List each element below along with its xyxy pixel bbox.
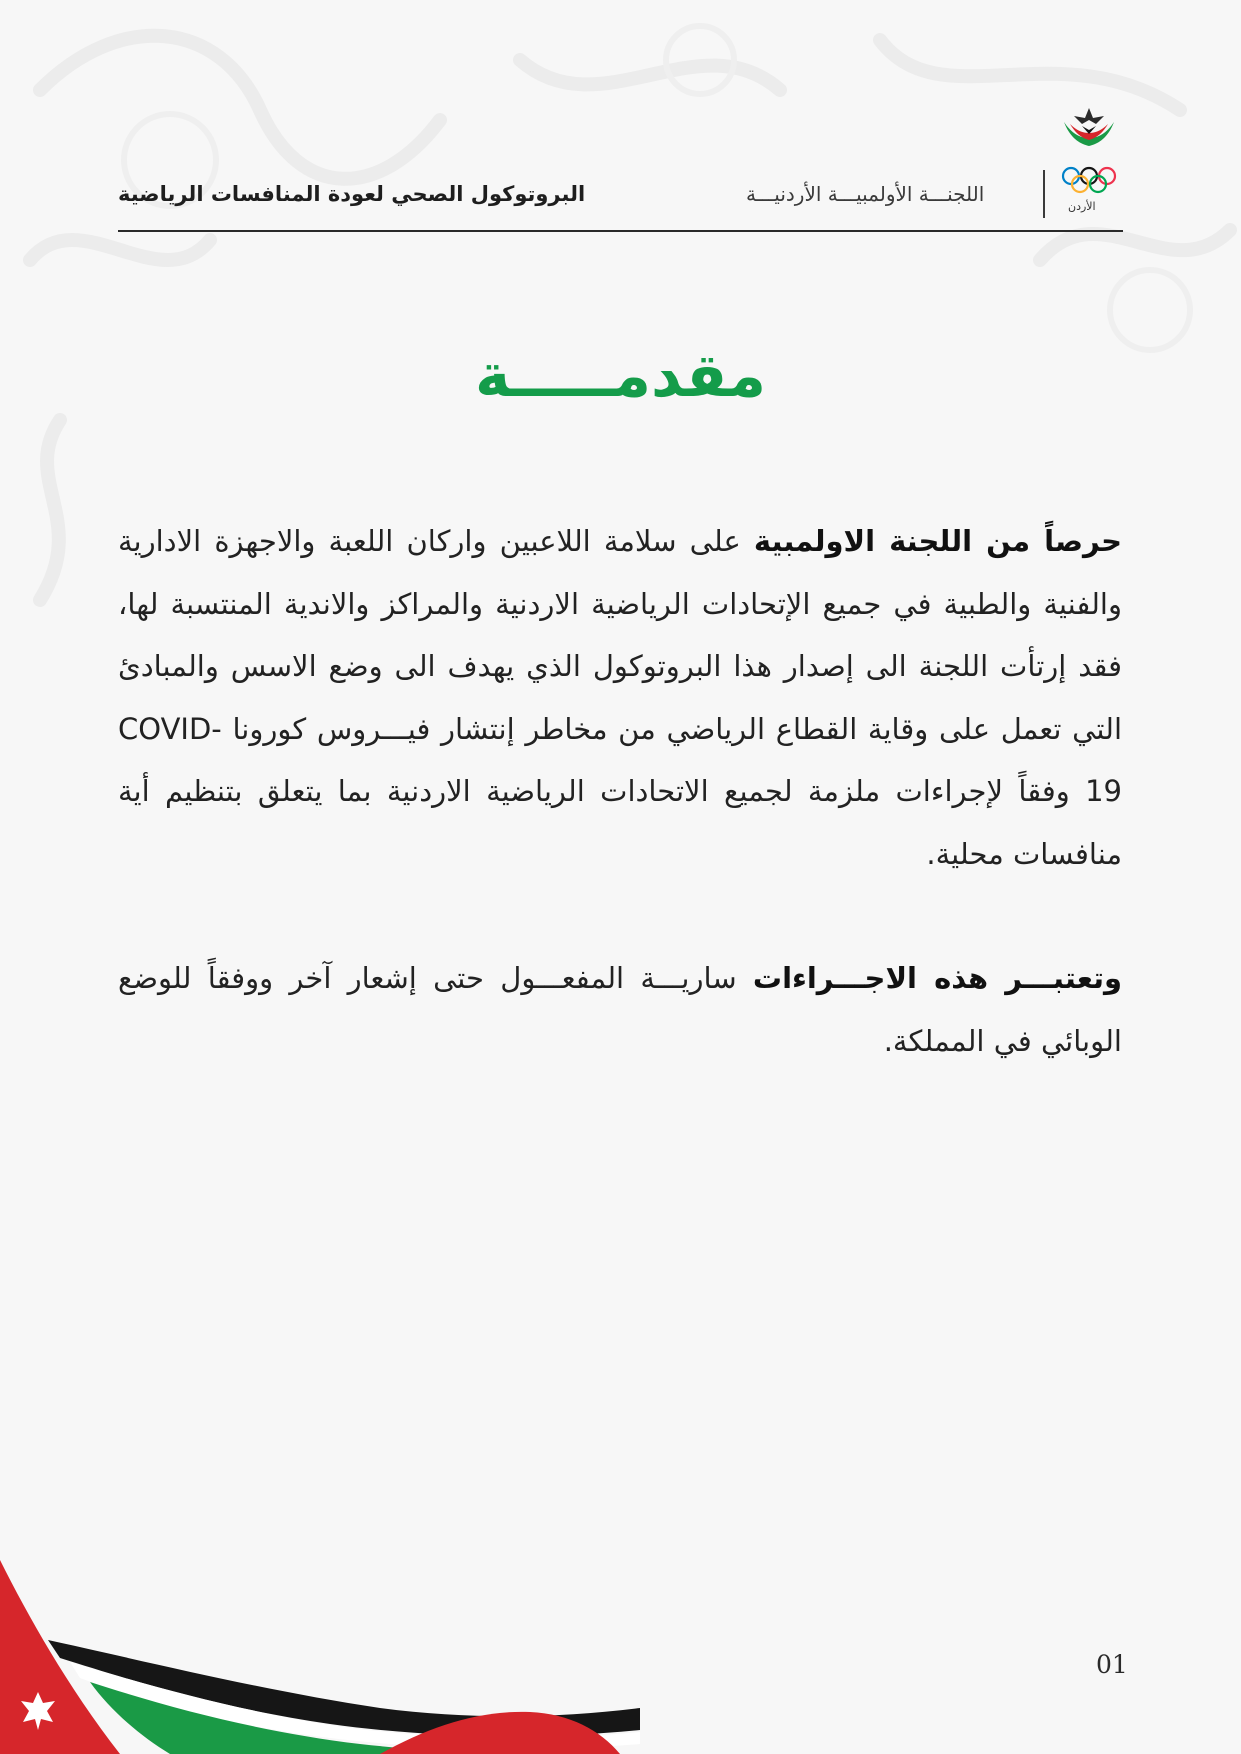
olympic-rings-icon <box>1063 168 1115 192</box>
organization-name: اللجنـــة الأولمبيـــة الأردنيـــة <box>746 182 985 206</box>
document-title: البروتوكول الصحي لعودة المنافسات الرياضية <box>118 182 586 206</box>
page-header <box>118 100 1123 232</box>
validity-paragraph <box>118 947 1122 1072</box>
header-rule <box>118 230 1123 232</box>
validity-bold-lead: وتعتبـــر هذه الاجـــراءات <box>752 961 1123 995</box>
page-title: مقدمـــــة <box>474 341 767 411</box>
header-divider <box>1043 170 1045 218</box>
intro-text-end: وفقاً لإجراءات ملزمة لجميع الاتحادات الرياضية الاردنية بما يتعلق بتنظيم أية منافسات محلية. <box>118 774 1122 871</box>
covid-code: COVID-19 <box>118 711 1122 808</box>
logo-caption: الأردن <box>1068 200 1096 213</box>
intro-text: على سلامة اللاعبين واركان اللعبة والاجهزة الادارية والفنية والطبية في جميع الإتحادات الرياضية الاردنية والمراكز والاندية المنتسبة لها، فقد إرتأت اللجنة الى إصدار هذا البروتوكول الذي يهدف الى وضع الاسس والمبادئ التي تعمل على وقاية القطاع الرياضي من مخاطر إنتشار فيـــروس كورونا <box>118 524 1122 746</box>
page-number: 01 <box>1096 1650 1128 1679</box>
intro-paragraph <box>118 510 1122 885</box>
main-content <box>118 510 1122 1072</box>
validity-text: ساريـــة المفعـــول حتى إشعار آخر ووفقاً للوضع الوبائي في المملكة. <box>118 961 1122 1058</box>
jordan-flag-wave-icon <box>0 1540 640 1754</box>
intro-bold-lead: حرصاً من اللجنة الاولمبية <box>753 524 1122 558</box>
